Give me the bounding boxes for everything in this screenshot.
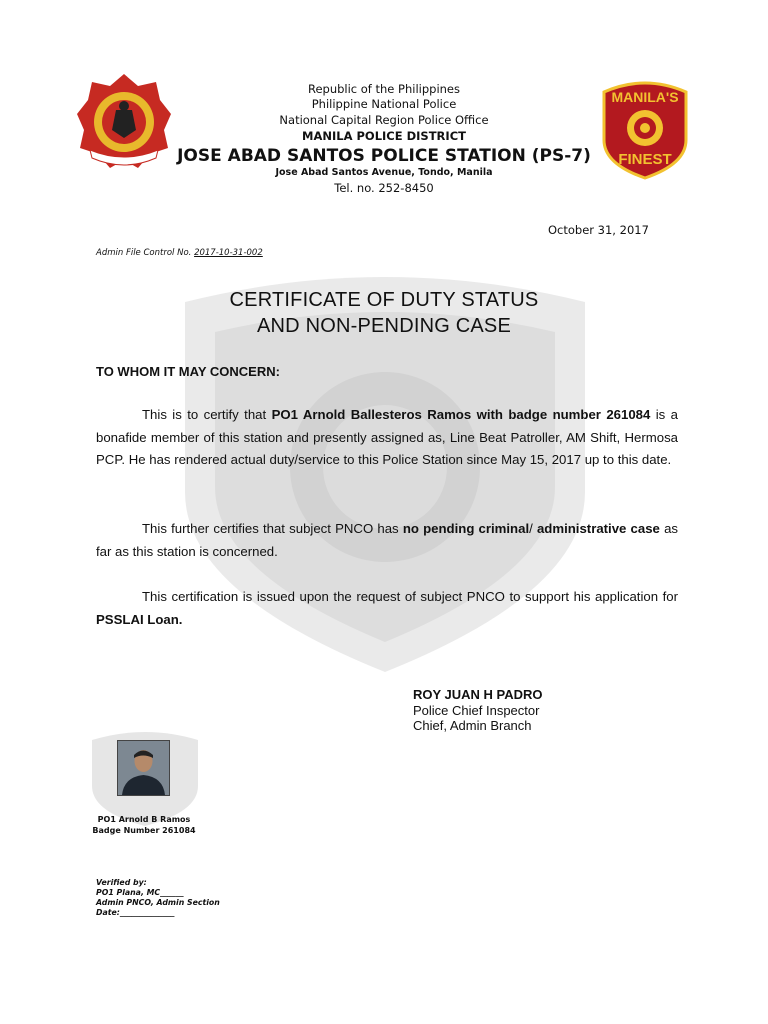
verified-block [96, 878, 220, 918]
certificate-title [0, 287, 768, 339]
document-date: October 31, 2017 [548, 223, 649, 237]
p3-text-pre: This certification is issued upon the request of subject PNCO to support his application for [142, 589, 678, 604]
p2-text-mid: / [529, 521, 537, 536]
p3-loan-type: PSSLAI Loan. [96, 611, 183, 627]
file-control-number: 2017-10-31-002 [194, 248, 263, 258]
officer-photo [117, 740, 170, 796]
paragraph-purpose [96, 586, 678, 631]
manila-logo-top-text: MANILA'S [611, 89, 679, 105]
header-address: Jose Abad Santos Avenue, Tondo, Manila [275, 167, 493, 178]
verified-position: Admin PNCO, Admin Section [96, 898, 220, 907]
header-republic: Republic of the Philippines [307, 82, 461, 96]
file-control [96, 248, 263, 258]
header-telephone: Tel. no. 252-8450 [334, 181, 434, 195]
photo-caption [82, 814, 206, 836]
p1-text-post: is a bonafide member of this station and presently assigned as, Line Beat Patroller, AM Shift, Hermosa PCP. He has rendered actual duty/service to this Police Station since May 15, 2017 up to this date. [96, 407, 678, 467]
verified-label: Verified by: [96, 878, 147, 887]
signatory-block [413, 687, 543, 734]
p2-bold-criminal: no pending criminal [402, 521, 530, 536]
manila-logo-bottom-text: FINEST [618, 151, 672, 168]
header-station-name: JOSE ABAD SANTOS POLICE STATION (PS-7) [177, 146, 591, 166]
verified-by-name: PO1 Plana, MC______ [96, 888, 184, 897]
title-line-1: CERTIFICATE OF DUTY STATUS [229, 289, 539, 311]
paragraph-certify [96, 404, 678, 472]
signatory-name: ROY JUAN H PADRO [413, 687, 543, 702]
header-mpd: MANILA POLICE DISTRICT [302, 129, 466, 143]
p1-officer-name: PO1 Arnold Ballesteros Ramos with badge number 261084 [271, 407, 651, 422]
signatory-position: Chief, Admin Branch [413, 718, 532, 733]
verified-date: Date:______________ [96, 908, 175, 917]
p1-text-pre: This is to certify that [142, 407, 272, 422]
title-line-2: AND NON-PENDING CASE [256, 315, 512, 337]
file-control-label: Admin File Control No. [96, 248, 192, 258]
photo-caption-name: PO1 Arnold B Ramos [97, 815, 191, 824]
paragraph-no-pending-case [96, 518, 678, 563]
officer-portrait-icon [118, 741, 169, 795]
p2-bold-admin: administrative case [536, 521, 660, 536]
header-pnp: Philippine National Police [311, 97, 457, 111]
p2-text-pre: This further certifies that subject PNCO has [142, 521, 403, 536]
salutation: TO WHOM IT MAY CONCERN: [96, 364, 280, 379]
signatory-rank: Police Chief Inspector [413, 702, 540, 718]
photo-caption-badge: Badge Number 261084 [92, 826, 196, 835]
p2-text-post: as far as this station is concerned. [96, 521, 679, 559]
header-ncrpo: National Capital Region Police Office [279, 113, 489, 127]
